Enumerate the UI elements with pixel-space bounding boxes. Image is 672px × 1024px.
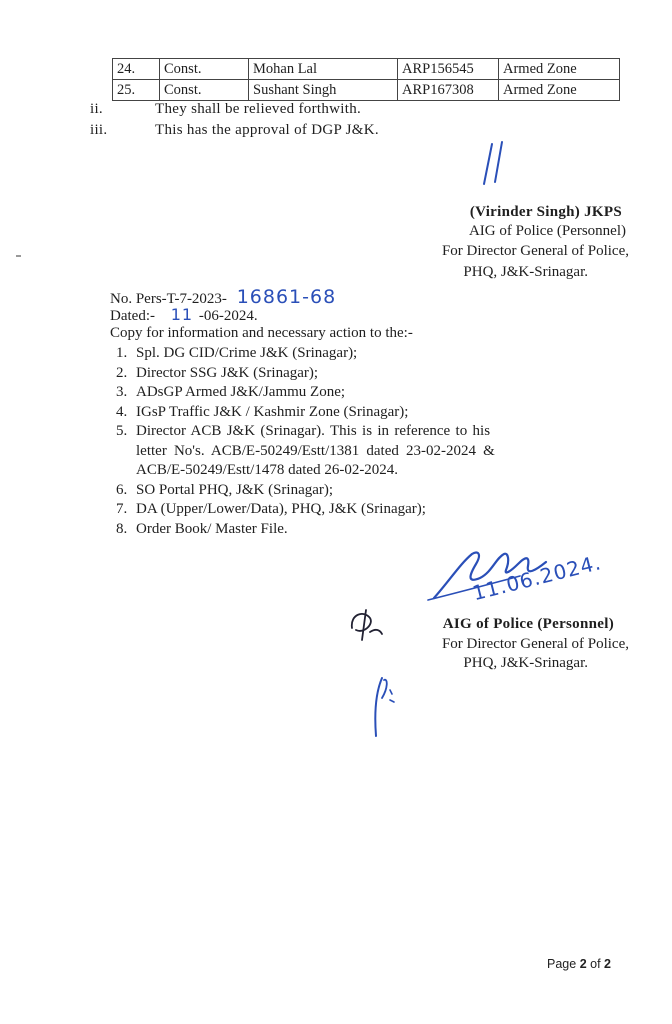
list-item-text: ACB/E-50249/Estt/1478 dated 26-02-2024. [136,462,399,478]
list-item [116,364,636,384]
list-item-text: SO Portal PHQ, J&K (Srinagar); [136,481,334,498]
signatory-name: (Virinder Singh) JKPS [469,204,622,220]
dated-line [110,305,258,325]
point-number: ii. [90,101,103,117]
signatory-designation-2: AIG of Police (Personnel) [442,616,614,632]
handwritten-day: 11 [170,305,194,324]
cell-sno: 24. [113,59,160,80]
point-text: They shall be relieved forthwith. [155,101,362,117]
dated-rest: -06-2024. [198,308,258,324]
handwritten-mark-icon [478,140,518,190]
list-item [116,422,636,481]
list-item-text: Order Book/ Master File. [136,520,288,537]
page-total: 2 [604,957,611,971]
list-item [116,481,636,501]
handwritten-mark-2-icon [366,670,406,750]
handwritten-date: 11.06.2024. [470,550,604,606]
cell-name: Mohan Lal [249,59,398,80]
list-item-number: 8. [116,520,128,537]
cell-rank: Const. [160,59,249,80]
point-text: This has the approval of DGP J&K. [155,122,379,138]
list-item [116,344,636,364]
cell-sno: 25. [113,80,160,101]
signatory-office: PHQ, J&K-Srinagar. [463,264,588,280]
list-item-number: 1. [116,345,128,361]
signatory-office-2: PHQ, J&K-Srinagar. [463,655,588,671]
cell-number: ARP167308 [398,80,499,101]
scan-artifact [16,255,21,257]
table-row [113,59,620,80]
cell-name: Sushant Singh [249,80,398,101]
list-item [116,383,636,403]
cell-zone: Armed Zone [499,80,620,101]
copy-list [116,344,636,539]
page-prefix: Page [547,957,577,971]
signatory-for-2: For Director General of Police, [441,636,629,652]
list-item-number: 7. [116,501,128,517]
list-item-text: Director SSG J&K (Srinagar); [136,364,319,381]
list-item-number: 2. [116,364,128,381]
copy-intro: Copy for information and necessary action to the:- [110,325,413,341]
cell-zone: Armed Zone [499,59,620,80]
handwritten-number: 16861-68 [236,286,337,308]
list-item [116,520,636,540]
page-current: 2 [579,957,587,971]
handwritten-initials-icon [346,604,386,644]
list-item-number: 4. [116,403,128,420]
page-number [547,957,611,971]
signatory-designation: AIG of Police (Personnel) [468,223,626,239]
reference-number-label: No. Pers-T-7-2023- [110,291,227,307]
cell-number: ARP156545 [398,59,499,80]
cell-rank: Const. [160,80,249,101]
point-number: iii. [90,122,108,138]
list-item-number: 5. [116,423,128,439]
list-item-text: Director ACB J&K (Srinagar). This is in reference to his [136,423,491,439]
list-item-text: IGsP Traffic J&K / Kashmir Zone (Srinagar); [136,403,409,420]
dated-label: Dated:- [110,308,155,324]
signatory-for: For Director General of Police, [441,243,629,259]
list-item-text: DA (Upper/Lower/Data), PHQ, J&K (Srinagar); [136,501,426,517]
list-item-number: 3. [116,384,128,400]
list-item [116,403,636,423]
page-of: of [590,957,601,971]
list-item-text: Spl. DG CID/Crime J&K (Srinagar); [136,345,358,361]
list-item-text: letter No's. ACB/E-50249/Estt/1381 dated 23-02-2024 & [136,442,495,459]
list-item-text: ADsGP Armed J&K/Jammu Zone; [136,384,346,400]
list-item [116,500,636,520]
table-row [113,80,620,101]
staff-table [112,58,620,101]
list-item-number: 6. [116,481,128,498]
